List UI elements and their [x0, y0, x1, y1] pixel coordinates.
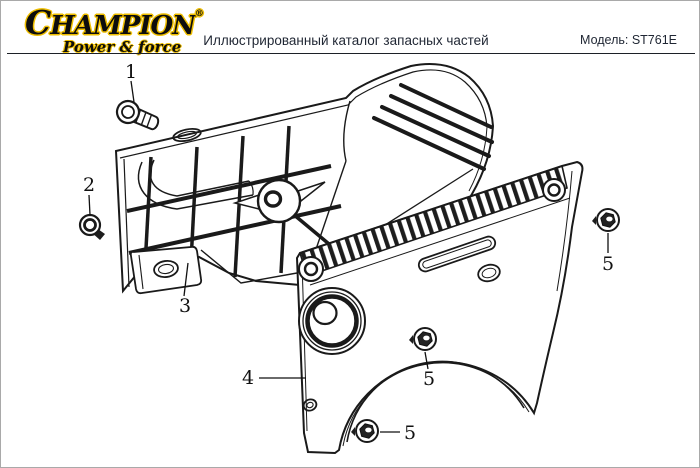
- flange-bolt-icon-1: [114, 98, 162, 133]
- brand-name: CHAMPION®: [25, 3, 204, 42]
- bearing-hub: [299, 288, 365, 354]
- mount-hole-top-right: [543, 179, 565, 201]
- model-label: Модель: ST761E: [580, 33, 677, 47]
- flange-bolt-icon-2: [80, 215, 105, 240]
- callout-label-4: 4: [241, 367, 255, 389]
- callout-label-5a: 5: [601, 253, 615, 275]
- page-title: Иллюстрированный каталог запасных частей: [203, 33, 489, 48]
- flange-nut-icon-5a: [592, 209, 619, 231]
- flange-nut-icon-5c: [351, 420, 378, 442]
- callout-label-3: 3: [178, 295, 192, 317]
- brand-tagline: Power & force: [63, 38, 182, 56]
- header-divider: [7, 53, 695, 54]
- callout-label-2: 2: [82, 174, 96, 196]
- parts-diagram: [1, 55, 699, 467]
- trademark-symbol: ®: [194, 9, 204, 19]
- callout-label-1: 1: [124, 61, 138, 83]
- brand-logo: [25, 3, 204, 56]
- callout-label-5c: 5: [403, 422, 417, 444]
- mount-hole-top-left: [299, 257, 323, 281]
- callout-label-5b: 5: [422, 368, 436, 390]
